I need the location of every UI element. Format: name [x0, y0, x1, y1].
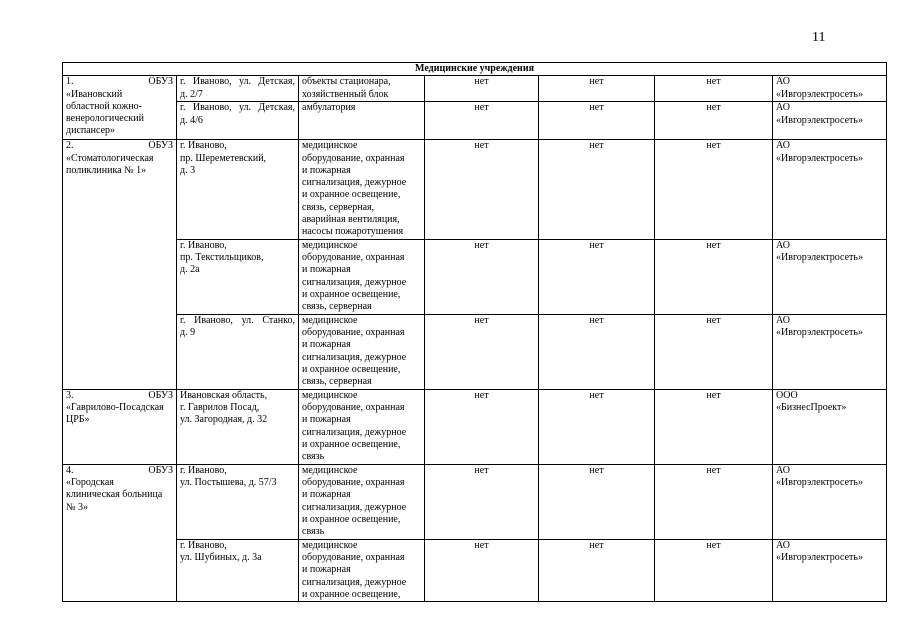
- cell-line: АО: [776, 314, 790, 326]
- cell-line: объекты стационара,: [302, 76, 391, 88]
- cell-line: оборудование, охранная: [302, 326, 405, 338]
- cell-line: сигнализация, дежурное: [302, 576, 407, 588]
- cell-line: г. Иваново,: [180, 464, 227, 476]
- value-cell: нет: [425, 389, 539, 464]
- cell-line: поликлиника № 1»: [66, 164, 147, 176]
- cell-line: д. 2а: [180, 264, 200, 276]
- cell-line: «Ивгорэлектросеть»: [776, 88, 863, 100]
- value-cell: нет: [539, 389, 655, 464]
- cell-line: г. Иваново,: [180, 239, 227, 251]
- cell-line: пр. Шереметевский,: [180, 152, 267, 164]
- supplier-cell: [773, 539, 887, 601]
- cell-line: и пожарная: [302, 164, 351, 176]
- cell-line: г. Иваново,: [180, 140, 227, 152]
- cell-line: оборудование, охранная: [302, 401, 405, 413]
- cell-line: ООО: [776, 389, 798, 401]
- supplier-cell: [773, 140, 887, 239]
- cell-line: сигнализация, дежурное: [302, 501, 407, 513]
- value-cell: нет: [655, 102, 773, 140]
- address-cell: [177, 539, 299, 601]
- value-cell: нет: [425, 539, 539, 601]
- cell-line: «Городская: [66, 476, 114, 488]
- supplier-cell: [773, 314, 887, 389]
- cell-line: оборудование, охранная: [302, 152, 405, 164]
- cell-line: АО: [776, 102, 790, 114]
- cell-line: г. Иваново, ул. Детская,: [180, 102, 295, 114]
- org-cell: [63, 140, 177, 389]
- cell-line: оборудование, охранная: [302, 551, 405, 563]
- address-cell: [177, 140, 299, 239]
- cell-line: и охранное освещение,: [302, 513, 401, 525]
- cell-line: г. Иваново, ул. Станко,: [180, 314, 295, 326]
- cell-line: связь: [302, 451, 325, 463]
- cell-line: 1. ОБУЗ: [66, 76, 173, 88]
- page-number: 11: [812, 30, 826, 45]
- cell-line: насосы пожаротушения: [302, 226, 404, 238]
- cell-line: Ивановская область,: [180, 389, 268, 401]
- cell-line: медицинское: [302, 140, 358, 152]
- medical-institutions-table: [62, 62, 887, 602]
- cell-line: г. Иваново,: [180, 539, 227, 551]
- value-cell: нет: [425, 464, 539, 539]
- address-cell: [177, 239, 299, 314]
- cell-line: «Ивгорэлектросеть»: [776, 476, 863, 488]
- cell-line: д. 3: [180, 164, 196, 176]
- table-row: [63, 314, 887, 389]
- cell-line: медицинское: [302, 239, 358, 251]
- supplier-cell: [773, 76, 887, 102]
- value-cell: нет: [539, 314, 655, 389]
- cell-line: «БизнесПроект»: [776, 401, 847, 413]
- cell-line: областной кожно-: [66, 100, 142, 112]
- table-row: [63, 239, 887, 314]
- cell-line: диспансер»: [66, 125, 116, 137]
- cell-line: и пожарная: [302, 339, 351, 351]
- cell-line: связь, серверная,: [302, 201, 375, 213]
- value-cell: нет: [425, 239, 539, 314]
- table-body: [63, 63, 887, 602]
- cell-line: сигнализация, дежурное: [302, 426, 407, 438]
- cell-line: клиническая больница: [66, 489, 163, 501]
- cell-line: «Ивгорэлектросеть»: [776, 326, 863, 338]
- cell-line: 3. ОБУЗ: [66, 389, 173, 401]
- cell-line: и охранное освещение,: [302, 288, 401, 300]
- objects-cell: [299, 140, 425, 239]
- objects-cell: [299, 76, 425, 102]
- value-cell: нет: [655, 389, 773, 464]
- supplier-cell: [773, 464, 887, 539]
- cell-line: и охранное освещение,: [302, 438, 401, 450]
- org-cell: [63, 464, 177, 601]
- cell-line: и пожарная: [302, 264, 351, 276]
- cell-line: и охранное освещение,: [302, 363, 401, 375]
- cell-line: «Ивгорэлектросеть»: [776, 114, 863, 126]
- section-header-row: [63, 63, 887, 76]
- cell-line: медицинское: [302, 539, 358, 551]
- cell-line: «Стоматологическая: [66, 152, 154, 164]
- cell-line: пр. Текстильщиков,: [180, 251, 264, 263]
- cell-line: ЦРБ»: [66, 414, 90, 426]
- cell-line: медицинское: [302, 314, 358, 326]
- value-cell: нет: [655, 76, 773, 102]
- cell-line: оборудование, охранная: [302, 476, 405, 488]
- supplier-cell: [773, 102, 887, 140]
- cell-line: АО: [776, 140, 790, 152]
- cell-line: АО: [776, 464, 790, 476]
- cell-line: и охранное освещение,: [302, 189, 401, 201]
- value-cell: нет: [655, 539, 773, 601]
- value-cell: нет: [655, 140, 773, 239]
- cell-line: 2. ОБУЗ: [66, 140, 173, 152]
- cell-line: и пожарная: [302, 489, 351, 501]
- cell-line: амбулатория: [302, 102, 356, 114]
- objects-cell: [299, 389, 425, 464]
- cell-line: медицинское: [302, 389, 358, 401]
- cell-line: сигнализация, дежурное: [302, 177, 407, 189]
- value-cell: нет: [539, 140, 655, 239]
- table-row: [63, 102, 887, 140]
- address-cell: [177, 464, 299, 539]
- cell-line: связь, серверная: [302, 376, 372, 388]
- value-cell: нет: [425, 76, 539, 102]
- cell-line: связь: [302, 526, 325, 538]
- cell-line: «Ивгорэлектросеть»: [776, 251, 863, 263]
- org-cell: [63, 389, 177, 464]
- objects-cell: [299, 314, 425, 389]
- table-row: [63, 76, 887, 102]
- value-cell: нет: [655, 239, 773, 314]
- cell-line: «Гаврилово-Посадская: [66, 401, 164, 413]
- cell-line: 4. ОБУЗ: [66, 464, 173, 476]
- cell-line: связь, серверная: [302, 301, 372, 313]
- cell-line: ул. Шубиных, д. 3а: [180, 551, 262, 563]
- table-row: [63, 140, 887, 239]
- cell-line: АО: [776, 76, 790, 88]
- objects-cell: [299, 464, 425, 539]
- cell-line: «Ивановский: [66, 88, 123, 100]
- cell-line: д. 2/7: [180, 88, 203, 100]
- cell-line: д. 4/6: [180, 114, 203, 126]
- value-cell: нет: [539, 239, 655, 314]
- table-row: [63, 389, 887, 464]
- value-cell: нет: [655, 464, 773, 539]
- value-cell: нет: [425, 140, 539, 239]
- cell-line: АО: [776, 539, 790, 551]
- cell-line: сигнализация, дежурное: [302, 351, 407, 363]
- address-cell: [177, 102, 299, 140]
- cell-line: медицинское: [302, 464, 358, 476]
- value-cell: нет: [539, 102, 655, 140]
- cell-line: № 3»: [66, 501, 89, 513]
- value-cell: нет: [539, 76, 655, 102]
- cell-line: сигнализация, дежурное: [302, 276, 407, 288]
- cell-line: аварийная вентиляция,: [302, 214, 400, 226]
- objects-cell: [299, 102, 425, 140]
- supplier-cell: [773, 239, 887, 314]
- address-cell: [177, 389, 299, 464]
- cell-line: «Ивгорэлектросеть»: [776, 551, 863, 563]
- table-row: [63, 464, 887, 539]
- value-cell: нет: [425, 102, 539, 140]
- cell-line: ул. Постышева, д. 57/3: [180, 476, 277, 488]
- cell-line: ул. Загородная, д. 32: [180, 414, 268, 426]
- org-cell: [63, 76, 177, 140]
- value-cell: нет: [655, 314, 773, 389]
- objects-cell: [299, 239, 425, 314]
- section-title: Медицинские учреждения: [63, 63, 887, 76]
- cell-line: д. 9: [180, 326, 196, 338]
- cell-line: хозяйственный блок: [302, 88, 389, 100]
- cell-line: г. Гаврилов Посад,: [180, 401, 260, 413]
- cell-line: венерологический: [66, 113, 144, 125]
- cell-line: и охранное освещение,: [302, 588, 401, 600]
- cell-line: «Ивгорэлектросеть»: [776, 152, 863, 164]
- address-cell: [177, 314, 299, 389]
- value-cell: нет: [425, 314, 539, 389]
- cell-line: АО: [776, 239, 790, 251]
- address-cell: [177, 76, 299, 102]
- cell-line: и пожарная: [302, 414, 351, 426]
- value-cell: нет: [539, 539, 655, 601]
- value-cell: нет: [539, 464, 655, 539]
- cell-line: оборудование, охранная: [302, 251, 405, 263]
- cell-line: и пожарная: [302, 564, 351, 576]
- table-row: [63, 539, 887, 601]
- objects-cell: [299, 539, 425, 601]
- cell-line: г. Иваново, ул. Детская,: [180, 76, 295, 88]
- supplier-cell: [773, 389, 887, 464]
